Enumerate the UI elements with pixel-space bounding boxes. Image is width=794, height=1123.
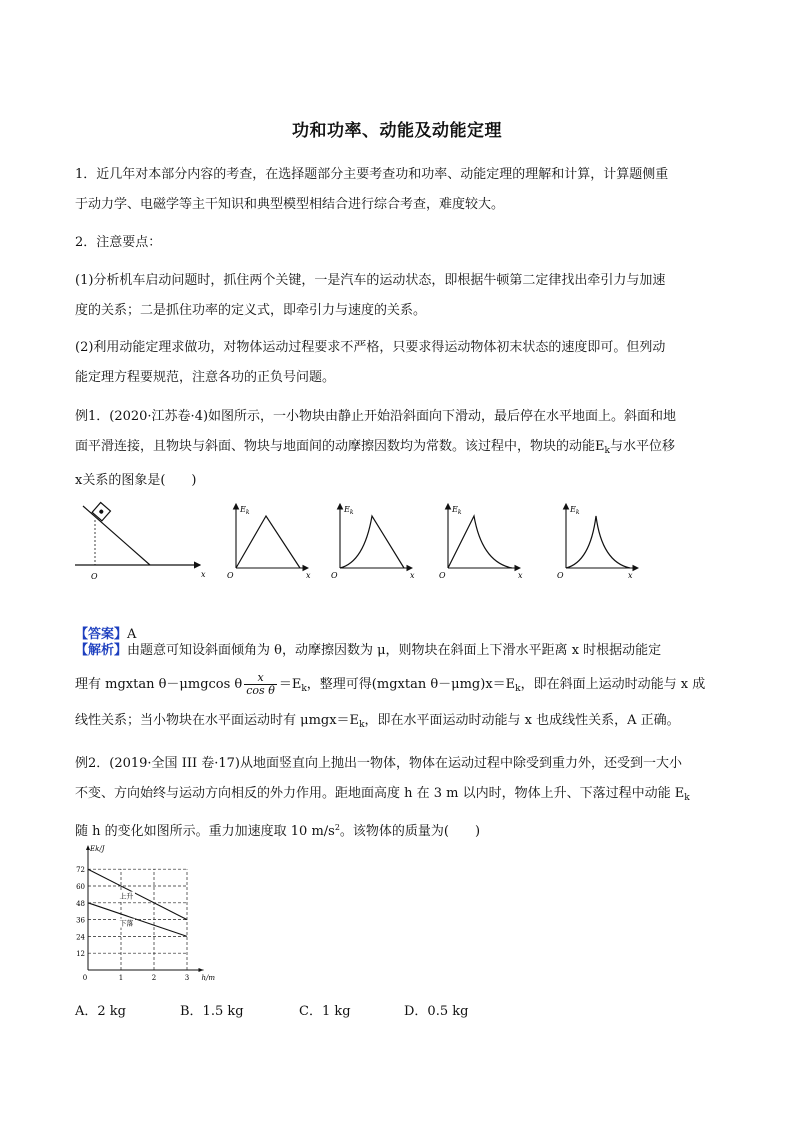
example-1-question: 例1．(2020·江苏卷·4)如图所示，一小物块由静止开始沿斜面向下滑动，最后停在水平地面上。斜面和地 面平滑连接，且物块与斜面、物块与地面间的动摩擦因数均为常数。该过程中，物块的动能$E_k$与水平位移 x关系的图象是( ): [75, 409, 677, 488]
svg-text:O: O: [331, 571, 338, 580]
intro-paragraph-3: (1)分析机车启动问题时，抓住两个关键，一是汽车的运动状态，即根据牛顿第二定律找出牵引力与加速 度的关系；二是抓住功率的定义式，即牵引力与速度的关系。: [75, 273, 666, 318]
intro-paragraph-4: (2)利用动能定理求做功，对物体运动过程要求不严格，只要求得运动物体初末状态的速度即可。但列动 能定理方程要规范，注意各功的正负号问题。: [75, 340, 666, 385]
incline-diagram: [75, 502, 206, 581]
y-tick-label: 12: [76, 950, 85, 959]
graph-option-d: [557, 504, 638, 580]
y-tick-label: 72: [76, 866, 85, 875]
graph-option-c: [439, 504, 523, 580]
y-axis-label: Ek/J: [90, 845, 105, 853]
svg-text:Ek: $E_k$: [344, 505, 354, 516]
example-1-analysis: 【解析】由题意可知设斜面倾角为 θ，动摩擦因数为 μ，则物块在斜面上下滑水平距离 x 时根据动能定 理有 mgxtan θ－μmgcos θ $\frac{x}{\text{cos θ}}$ $=E_k$，整理可得(mgxtan $\theta-\mu mg)x=E_k$，即在斜面上运动时动能与 x 成 线性关系；当小物块在水平面运动时有 $\mu mgx=E_k$，即在水平面运动时动能与 x 也成线性关系，A 正确。: [75, 643, 706, 730]
x-axis-label: h/m: [201, 974, 216, 982]
y-tick-label: 48: [76, 899, 85, 908]
svg-text:x: x: [306, 571, 311, 580]
series-line-fall: [88, 903, 187, 937]
svg-text:x: x: [201, 570, 206, 579]
y-tick-label: 24: [76, 933, 85, 942]
option-c[interactable]: C．1 kg: [299, 1004, 351, 1019]
example-2-question: 例2．(2019·全国 III 卷·17)从地面竖直向上抛出一物体，物体在运动过程中除受到重力外，还受到一大小 不变、方向始终与运动方向相反的外力作用。距地面高度 h 在 3 m 以内时，物体上升、下落过程中动能 $E_k$ 随 h 的变化如图所示。重力加速度取 10 $m/s^2$。该物体的质量为( ): [75, 756, 690, 839]
block-icon: [92, 502, 110, 520]
x-tick-label: 3: [184, 974, 190, 982]
y-tick-label: 36: [76, 916, 85, 925]
svg-text:O: O: [227, 571, 234, 580]
series-label: 上升: [119, 892, 134, 901]
x-tick-label: 0: [82, 974, 88, 982]
option-d[interactable]: D．0.5 kg: [404, 1004, 469, 1019]
intro-paragraph-1: 1．近几年对本部分内容的考查，在选择题部分主要考查功和功率、动能定理的理解和计算，计算题侧重 于动力学、电磁学等主干知识和典型模型相结合进行综合考查，难度较大。: [75, 167, 669, 212]
svg-text:O: O: [557, 571, 564, 580]
svg-text:Ek: $E_k$: [240, 505, 250, 516]
graph-option-a: [227, 504, 311, 580]
graph-option-b: [331, 504, 415, 580]
page-title: 功和功率、动能及动能定理: [292, 121, 502, 141]
x-axis-arrow: [199, 968, 204, 972]
svg-text:x: x: [518, 571, 523, 580]
option-a[interactable]: A．2 kg: [75, 1004, 126, 1019]
series-line-rise: [88, 869, 187, 919]
intro-paragraph-2: 2．注意要点：: [75, 235, 162, 250]
series-label: 下落: [119, 919, 134, 928]
x-tick-label: 2: [151, 974, 157, 982]
svg-text:x: x: [410, 571, 415, 580]
svg-text:Ek: $E_k$: [452, 505, 462, 516]
svg-text:O: O: [91, 572, 98, 581]
ek-h-chart: [70, 842, 220, 982]
svg-text:x: x: [628, 571, 633, 580]
option-b[interactable]: B．1.5 kg: [180, 1004, 244, 1019]
example-1-answer: 【答案】A: [75, 627, 137, 642]
x-tick-label: 1: [118, 974, 124, 982]
svg-text:Ek: $E_k$: [570, 505, 580, 516]
example-1-figure: [70, 500, 633, 590]
y-tick-label: 60: [76, 883, 85, 891]
svg-text:O: O: [439, 571, 446, 580]
fraction-x-over-cos-theta: $\frac{x}{\text{cos θ}}$: [246, 671, 275, 697]
